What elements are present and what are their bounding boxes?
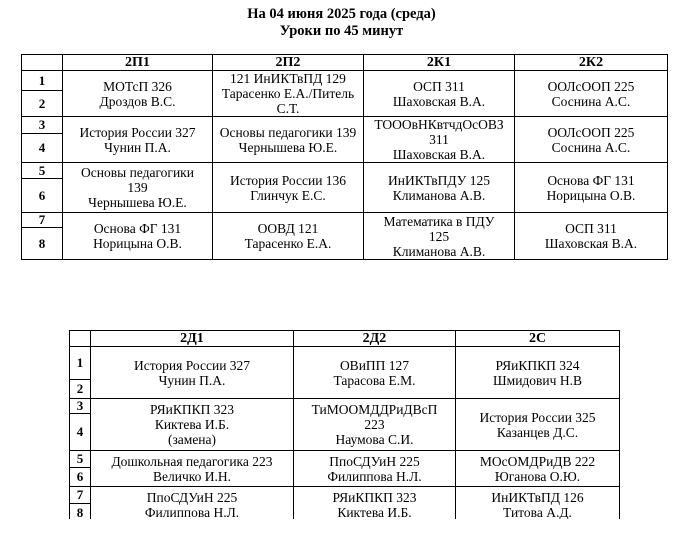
lesson-line-last: Тарасенко Е.А. (244, 236, 332, 251)
group-header: 2К1 (364, 55, 515, 71)
schedule-table-2 (69, 330, 620, 519)
lessons-duration-heading: Уроки по 45 минут (279, 23, 404, 39)
lesson-line: МОсОМДРиДВ 222 (479, 453, 596, 469)
lesson-line: ОВиПП 127 (339, 357, 410, 373)
lesson-line-last: Наумова С.И. (335, 432, 414, 447)
lesson-line-last: Соснина А.С. (551, 139, 631, 155)
lesson-line: ООЛсООП 225 (547, 124, 635, 140)
lesson-number: 7 (70, 487, 91, 504)
lesson-line: ТОООвНКвтчдОсОВЗ (374, 117, 504, 132)
lesson-number: 5 (22, 163, 63, 179)
lesson-line: 125 (428, 228, 450, 244)
lesson-number: 1 (22, 71, 63, 91)
lesson-line: РЯиКПКП 324 (495, 357, 580, 373)
lesson-line: ПпоСДУиН 225 (329, 453, 420, 469)
lesson-number: 2 (22, 91, 63, 117)
lesson-line: ПпоСДУиН 225 (146, 489, 238, 505)
lesson-line: Основы педагогики (81, 165, 194, 180)
lesson-line-last: Шаховская В.А. (392, 93, 486, 109)
group-header: 2П1 (63, 55, 213, 71)
group-header: 2К2 (515, 55, 668, 71)
lesson-cell (294, 487, 456, 520)
lesson-line: История России 325 (479, 409, 596, 425)
lesson-number: 1 (70, 347, 91, 380)
lesson-cell (91, 347, 294, 399)
lesson-number: 3 (22, 117, 63, 134)
lesson-line-last: Казанцев Д.С. (496, 424, 579, 440)
lesson-line-last: Юганова О.Ю. (494, 468, 581, 484)
lesson-number: 8 (70, 504, 91, 520)
lesson-line: Основа ФГ 131 (93, 221, 182, 236)
lesson-line: Тарасенко Е.А./Питель (221, 86, 355, 101)
lesson-line: ОСП 311 (413, 78, 465, 94)
lesson-line: История России 136 (229, 172, 347, 188)
lesson-number: 6 (22, 179, 63, 213)
lesson-cell (294, 347, 456, 399)
lesson-line-last: Норицына О.В. (546, 187, 636, 203)
lesson-line-last: Климанова А.В. (392, 187, 486, 203)
lesson-line-last: Шаховская В.А. (392, 147, 486, 162)
lesson-cell (294, 451, 456, 487)
lesson-line-last: Дроздов В.С. (99, 93, 176, 109)
lesson-line: РЯиКПКП 323 (149, 402, 235, 417)
group-header: 2С (456, 331, 620, 347)
lesson-line: Киктева И.Б. (154, 417, 230, 432)
lesson-line-last: Киктева И.Б. (337, 504, 412, 519)
lesson-line-last: С.Т. (276, 101, 300, 116)
lesson-line-last: Филиппова Н.Л. (144, 504, 240, 519)
lesson-number: 3 (70, 399, 91, 414)
lesson-line-last: Тарасова Е.М. (333, 372, 416, 388)
lesson-cell (456, 487, 620, 520)
lesson-cell (294, 399, 456, 451)
lesson-number: 6 (70, 468, 91, 487)
group-header: 2Д1 (91, 331, 294, 347)
lesson-number: 4 (70, 414, 91, 451)
lesson-line: МОТсП 326 (103, 78, 172, 94)
lesson-number: 7 (22, 213, 63, 228)
lesson-line: 139 (127, 180, 148, 195)
lesson-line-last: Норицына О.В. (93, 236, 182, 251)
group-header: 2П2 (213, 55, 364, 71)
lesson-cell (91, 487, 294, 520)
lesson-line: История России 327 (133, 357, 251, 373)
lesson-line: Основы педагогики 139 (219, 124, 357, 140)
lesson-line: ОСП 311 (565, 221, 617, 236)
lesson-number: 5 (70, 451, 91, 468)
lesson-line: Математика в ПДУ (383, 213, 495, 229)
lesson-line: ТиМООМДДРиДВсП (311, 402, 438, 417)
lesson-line-last: Филиппова Н.Л. (327, 468, 422, 484)
lesson-line-last: Чунин П.А. (104, 139, 171, 155)
date-heading: На 04 июня 2025 года (среда) (247, 6, 436, 22)
lesson-number: 8 (22, 228, 63, 260)
lesson-line-last: (замена) (167, 432, 217, 447)
lesson-line: Основа ФГ 131 (547, 172, 635, 188)
lesson-line: 311 (429, 132, 449, 147)
lesson-cell (456, 347, 620, 399)
lesson-number: 4 (22, 134, 63, 163)
lesson-line: РЯиКПКП 323 (332, 489, 417, 505)
lesson-line-last: Глинчук Е.С. (250, 187, 326, 203)
lesson-line: 121 ИнИКТвПД 129 (230, 71, 346, 86)
lesson-cell (456, 451, 620, 487)
lesson-line: ООЛсООП 225 (547, 78, 635, 94)
lesson-cell (91, 399, 294, 451)
lesson-line-last: Чернышева Ю.Е. (88, 195, 187, 210)
lesson-line-last: Шмидович Н.В (493, 372, 582, 388)
lesson-line-last: Величко И.Н. (153, 468, 231, 484)
lesson-line-last: Климанова А.В. (392, 243, 486, 259)
lesson-number: 2 (70, 380, 91, 399)
lesson-line-last: Чернышева Ю.Е. (238, 139, 338, 155)
lesson-line-last: Титова А.Д. (503, 504, 572, 519)
lesson-line: История России 327 (79, 124, 196, 140)
corner-header-cell (70, 331, 91, 347)
lesson-line-last: Соснина А.С. (551, 93, 631, 109)
lesson-line-last: Шаховская В.А. (544, 236, 638, 251)
lesson-cell (91, 451, 294, 487)
lesson-line: Дошкольная педагогика 223 (111, 453, 273, 469)
lesson-line: ИнИКТвПД 126 (491, 489, 584, 505)
lesson-cell (456, 399, 620, 451)
group-header: 2Д2 (294, 331, 456, 347)
lesson-line: ООВД 121 (257, 221, 319, 236)
lesson-line: 223 (364, 417, 385, 432)
lesson-line: ИнИКТвПДУ 125 (388, 172, 490, 188)
lesson-line-last: Чунин П.А. (158, 372, 226, 388)
